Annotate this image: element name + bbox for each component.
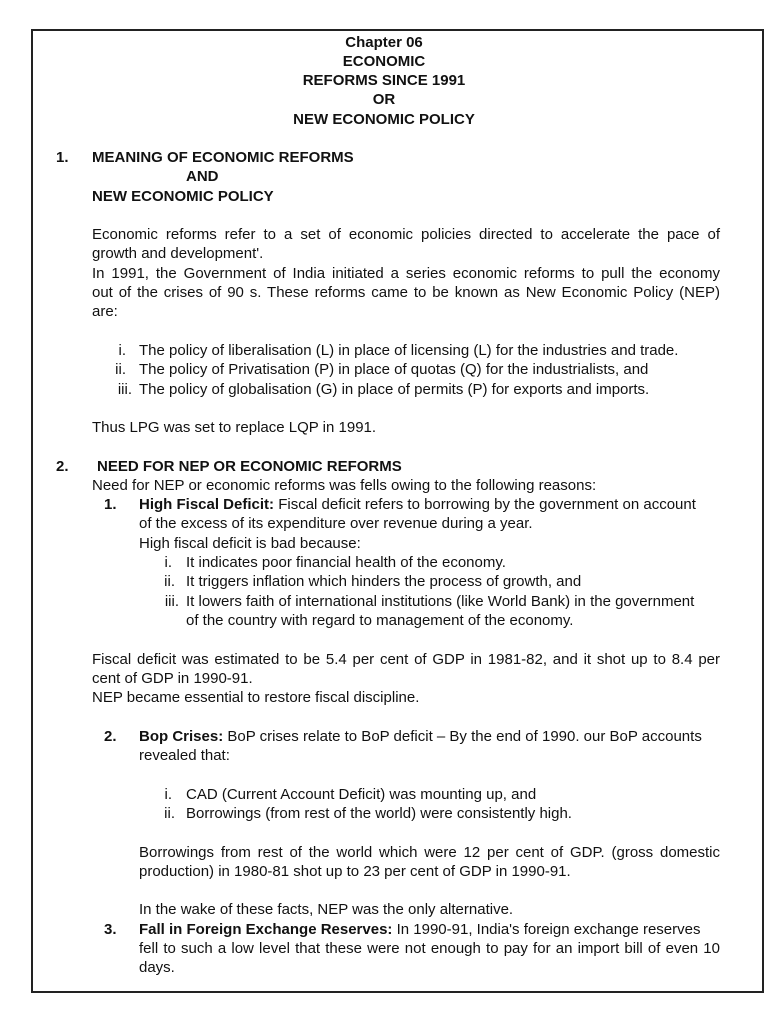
reason-3-number: 3. <box>104 921 117 938</box>
reason-2-item-2-number: ii. <box>164 805 175 822</box>
section-1-title-b: AND <box>186 168 219 185</box>
reason-3-line3: days. <box>139 959 175 976</box>
reason-1-line2: of the excess of its expenditure over revenue during a year. <box>139 515 533 532</box>
section-2-intro: Need for NEP or economic reforms was fells owing to the following reasons: <box>92 477 597 494</box>
reason-1-number: 1. <box>104 496 117 513</box>
section-1-item-3-number: iii. <box>117 381 132 398</box>
reason-1-item-3-cont: of the country with regard to management of the economy. <box>186 612 574 629</box>
reason-1-item-1: It indicates poor financial health of the economy. <box>186 554 506 571</box>
section-2-title: NEED FOR NEP OR ECONOMIC REFORMS <box>97 458 402 475</box>
section-1-number: 1. <box>56 149 69 166</box>
reason-3-text1: In 1990-91, India's foreign exchange reserves <box>392 921 701 938</box>
title-line-1: ECONOMIC <box>342 53 426 70</box>
reason-1-item-3: It lowers faith of international institutions (like World Bank) in the government <box>186 593 695 610</box>
reason-3-line1 <box>139 920 700 939</box>
reason-2-line2: revealed that: <box>139 747 230 764</box>
reason-3-line2: fell to such a low level that these were not enough to pay for an import bill of even 10 <box>139 940 720 957</box>
section-1-para2-line2: out of the crises of 90 s. These reforms came to be known as New Economic Policy (NEP) <box>92 284 720 301</box>
reason-2-line1 <box>139 727 702 746</box>
section-1-item-1-number: i. <box>118 342 126 359</box>
reason-2-para1-line2: production) in 1980-81 shot up to 23 per cent of GDP in 1990-91. <box>139 863 571 880</box>
reason-1-para1-line2: cent of GDP in 1990-91. <box>92 670 253 687</box>
section-1-para1-line1: Economic reforms refer to a set of economic policies directed to accelerate the pace of <box>92 226 720 243</box>
chapter-number: Chapter 06 <box>345 34 423 51</box>
reason-2-text1: BoP crises relate to BoP deficit – By the end of 1990. our BoP accounts <box>223 728 702 745</box>
reason-1-item-3-number: iii. <box>164 593 179 610</box>
reason-1-item-2-number: ii. <box>164 573 175 590</box>
section-1-title-a: MEANING OF ECONOMIC REFORMS <box>92 149 354 166</box>
title-line-2: REFORMS SINCE 1991 <box>302 72 466 89</box>
reason-2-item-1: CAD (Current Account Deficit) was mounting up, and <box>186 786 537 803</box>
section-1-para2-line1: In 1991, the Government of India initiated a series economic reforms to pull the economy <box>92 265 720 282</box>
reason-2-heading: Bop Crises: <box>139 728 224 745</box>
section-1-para2-line3: are: <box>92 303 118 320</box>
reason-1-item-1-number: i. <box>164 554 172 571</box>
title-line-3: OR <box>372 91 396 108</box>
section-1-title-c: NEW ECONOMIC POLICY <box>92 188 274 205</box>
reason-1-heading: High Fiscal Deficit: <box>139 496 275 513</box>
section-1-item-2-number: ii. <box>115 361 126 378</box>
section-2-number: 2. <box>56 458 69 475</box>
reason-2-item-2: Borrowings (from rest of the world) were consistently high. <box>186 805 572 822</box>
reason-3-heading: Fall in Foreign Exchange Reserves: <box>139 921 393 938</box>
reason-2-number: 2. <box>104 728 117 745</box>
reason-2-item-1-number: i. <box>164 786 172 803</box>
section-1-para1-line2: growth and development'. <box>92 245 264 262</box>
title-line-4: NEW ECONOMIC POLICY <box>293 111 475 128</box>
reason-1-para1-line1: Fiscal deficit was estimated to be 5.4 per cent of GDP in 1981-82, and it shot up to 8.4 per <box>92 651 720 668</box>
section-1-conclusion: Thus LPG was set to replace LQP in 1991. <box>92 419 377 436</box>
section-1-item-1: The policy of liberalisation (L) in place of licensing (L) for the industries and trade. <box>139 342 679 359</box>
reason-2-para1-line1: Borrowings from rest of the world which were 12 per cent of GDP. (gross domestic <box>139 844 720 861</box>
section-1-item-3: The policy of globalisation (G) in place of permits (P) for exports and imports. <box>139 381 650 398</box>
reason-1-item-2: It triggers inflation which hinders the process of growth, and <box>186 573 582 590</box>
reason-2-para2: In the wake of these facts, NEP was the only alternative. <box>139 901 514 918</box>
reason-1-para2: NEP became essential to restore fiscal discipline. <box>92 689 420 706</box>
section-1-item-2: The policy of Privatisation (P) in place of quotas (Q) for the industrialists, and <box>139 361 649 378</box>
reason-1-sub: High fiscal deficit is bad because: <box>139 535 361 552</box>
reason-1-text1: Fiscal deficit refers to borrowing by the government on account <box>274 496 696 513</box>
reason-1-line1 <box>139 495 696 514</box>
